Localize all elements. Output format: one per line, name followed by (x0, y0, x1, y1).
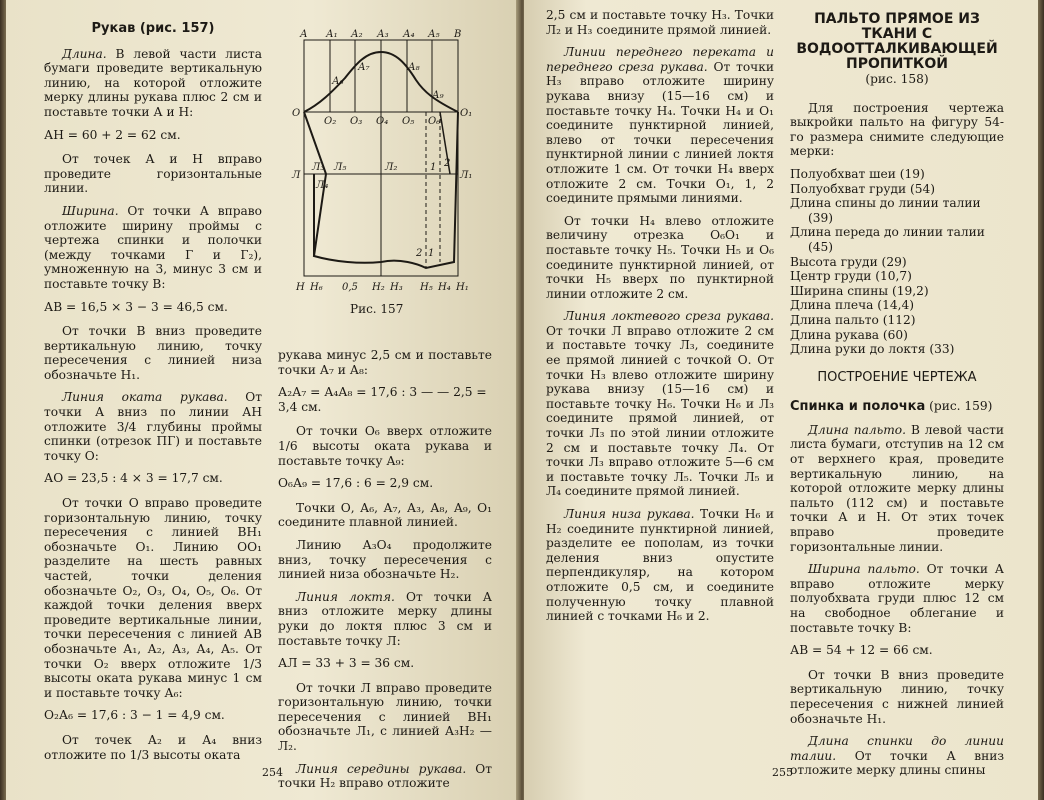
formula: АВ = 16,5 × 3 − 3 = 46,5 см. (44, 299, 228, 314)
measurements-list (790, 167, 1004, 357)
measurement-item: Длина пальто (112) (790, 312, 916, 327)
measurement-item: Центр груди (10,7) (790, 269, 912, 284)
paragraph: От точек А₂ и А₄ вниз отложите по 1/3 высоты оката (44, 732, 262, 762)
fig-label: Н (296, 282, 305, 293)
paragraph: Линия середины рукава. От точки Н₂ вправо отложите (278, 761, 493, 791)
fig-label: 1 (428, 248, 435, 259)
sleeve-pattern-figure (290, 26, 476, 296)
paragraph: От точки Л вправо проведите горизонтальную линию, точки пересечения с линией ВН₁ обозначьте Л₁, с линией А₃Н₂ — Л₂. (278, 680, 492, 754)
fig-label: В (454, 29, 462, 40)
paragraph: Ширина. От точки А вправо отложите ширину проймы с чертежа спинки и полочки (между точками Г и Г₂), умноженную на 3, минус 3 см и поставьте точку В: (44, 203, 263, 291)
measurement-item: Полуобхват шеи (19) (790, 166, 925, 181)
paragraph: Линию А₃О₄ продолжите вниз, точку пересечения с линией низа обозначьте Н₂. (278, 537, 492, 582)
paragraph: От точек А и Н вправо проведите горизонтальные линии. (44, 152, 262, 196)
formula: АЛ = 33 + 3 = 36 см. (278, 656, 415, 671)
section-heading-sleeve: Рукав (рис. 157) (91, 21, 215, 36)
fig-label: О₃ (350, 116, 363, 127)
fig-label: О₁ (460, 108, 473, 119)
paragraph: Ширина пальто. От точки А вправо отложите мерку полуобхвата груди плюс 12 см на свободное облегание и поставьте точку В: (790, 562, 1005, 635)
fig-label: Л₅ (334, 162, 347, 173)
formula: АН = 60 + 2 = 62 см. (44, 127, 181, 142)
paragraph: От точки В вниз проведите вертикальную линию, точку пересечения с линией низа обозначьте Н₁. (44, 324, 262, 382)
figure-caption: Рис. 157 (350, 302, 404, 316)
fig-label: А₈ (408, 62, 420, 73)
fig-label: Л₂ (385, 162, 398, 173)
chapter-figure-ref: (рис. 158) (865, 72, 929, 86)
left-column-2 (278, 348, 492, 799)
fig-label: Л₄ (316, 180, 329, 191)
paragraph: Для построения чертежа выкройки пальто на фигуру 54-го размера снимите следующие мерки: (790, 100, 1004, 159)
subsection-heading: Спинка и полочка (рис. 159) (790, 399, 993, 415)
page-number: 255 (772, 766, 793, 779)
left-page (0, 0, 520, 800)
measurement-item: Высота груди (29) (790, 254, 907, 269)
paragraph: От точки Н₄ влево отложите величину отрезка О₆О₁ и поставьте точку Н₅. Точки Н₅ и О₆ соедините пунктирной линией, от точки Н₅ вверх по пунктирной линии отложите 2 см. (546, 213, 774, 301)
right-column-1 (546, 8, 774, 632)
chapter-title: ПАЛЬТО ПРЯМОЕ ИЗ ТКАНИ С ВОДООТТАЛКИВАЮЩЕЙ ПРОПИТКОЙ (796, 11, 998, 72)
fig-label: О (292, 108, 301, 119)
fig-label: О₄ (376, 116, 389, 127)
fig-label: Н₄ (438, 282, 451, 293)
right-page (524, 0, 1044, 800)
page-edge-shadow (1038, 0, 1044, 800)
left-column-1 (44, 22, 262, 770)
paragraph: Линия локтевого среза рукава. От точки Л вправо отложите 2 см и поставьте точку Л₃, соедините ее прямой линией с точкой О. От точки Н₃ влево отложите ширину рукава внизу (15—16 см) и поставьте точку Н₆. Точки Н₆ и Л₃ соедините прямой линией, от точки Л₃ по этой линии отложите 2 см и поставьте точку Л₄. От точки Л₃ вправо отложите 5—6 см и поставьте точку Л₅. Точки Л₅ и Л₄ соедините прямой линией. (546, 309, 774, 499)
formula: АО = 23,5 : 4 × 3 = 17,7 см. (44, 471, 223, 486)
fig-label: А₉ (432, 90, 444, 101)
fig-label: А₇ (358, 62, 370, 73)
formula: О₂А₆ = 17,6 : 3 − 1 = 4,9 см. (44, 708, 225, 723)
fig-label: Н₅ (420, 282, 433, 293)
paragraph: От точки О₆ вверх отложите 1/6 высоты оката рукава и поставьте точку А₉: (278, 424, 492, 468)
paragraph: 2,5 см и поставьте точку Н₃. Точки Л₂ и Н₃ соедините прямой линией. (546, 8, 774, 37)
formula: А₂А₇ = А₄А₈ = 17,6 : 3 — — 2,5 = 3,4 см. (278, 385, 487, 414)
paragraph: Линии переднего переката и переднего среза рукава. От точки Н₃ вправо отложите ширину рукава внизу (15—16 см) и поставьте точку Н₄. Точки Н₄ и О₁ соедините пунктирной линией, влево от точки пересечения пунктирной линии с линией локтя отложите 1 см. От точки Н₄ вверх отложите 2 см. Точки О₁, 1, 2 соедините прямыми линиями. (546, 45, 774, 206)
fig-label: Н₃ (390, 282, 403, 293)
paragraph: Длина пальто. В левой части листа бумаги, отступив на 12 см от верхнего края, проведите вертикальную линию, на которой отложите мерку длины пальто (112 см) и поставьте точки А и Н. От этих точек вправо проведите горизонтальные линии. (790, 422, 1005, 554)
paragraph: Длина. В левой части листа бумаги проведите вертикальную линию, на которой отложите мерку длины рукава плюс 2 см и поставьте точки А и Н: (44, 46, 262, 119)
fig-label: Л₃ (312, 162, 325, 173)
paragraph: Линия локтя. От точки А вниз отложите мерку длины руки до локтя плюс 3 см и поставьте точку Л: (278, 589, 492, 648)
fig-label: А₆ (332, 76, 344, 87)
paragraph: Длина спинки до линии талии. От точки А вниз отложите мерку длины спины (790, 734, 1004, 778)
fig-label: Л (292, 170, 301, 181)
formula: АВ = 54 + 12 = 66 см. (790, 643, 933, 658)
paragraph: рукава минус 2,5 см и поставьте точки А₇ и А₈: (278, 348, 492, 377)
paragraph: Точки О, А₆, А₇, А₃, А₈, А₉, О₁ соедините плавной линией. (278, 500, 492, 530)
measurement-item: Длина рукава (60) (790, 327, 908, 342)
fig-label: А₄ (403, 29, 415, 40)
fig-label: Н₁ (456, 282, 469, 293)
section-heading-drafting: ПОСТРОЕНИЕ ЧЕРТЕЖА (817, 369, 977, 385)
fig-label: А₁ (326, 29, 338, 40)
fig-label: 0,5 (342, 282, 358, 293)
measurement-item: Ширина спины (19,2) (790, 283, 929, 298)
measurement-item: Длина плеча (14,4) (790, 298, 914, 313)
fig-label: А₅ (428, 29, 440, 40)
fig-label: Н₆ (310, 282, 323, 293)
paragraph: Линия оката рукава. От точки А вниз по линии АН отложите 3/4 глубины проймы спинки (отрезок ПГ) и поставьте точку О: (44, 390, 262, 463)
page-number: 254 (262, 766, 283, 779)
paragraph: Линия низа рукава. Точки Н₆ и Н₂ соедините пунктирной линией, разделите ее пополам, из точки деления вниз опустите перпендикуляр, на котором отложите 0,5 см, и соедините полученную точку плавной линией с точками Н₆ и 2. (546, 507, 775, 624)
fig-label: А₂ (351, 29, 363, 40)
paragraph: От точки О вправо проведите горизонтальную линию, точку пересечения с линией ВН₁ обозначьте О₁. Линию ОО₁ разделите на шесть равных частей, точки деления обозначьте О₂, О₃, О₄, О₅, О₆. От каждой точки деления вверх проведите вертикальные линии, точки пересечения с линией АВ обозначьте А₁, А₂, А₃, А₄, А₅. От точки О₂ вверх отложите 1/3 высоты оката рукава минус 1 см и поставьте точку А₆: (44, 496, 262, 700)
measurement-item: Длина переда до линии талии (45) (790, 225, 985, 254)
paragraph: От точки В вниз проведите вертикальную линию, точку пересечения с нижней линией обозначьте Н₁. (790, 667, 1004, 726)
fig-label: А₃ (377, 29, 389, 40)
fig-label: 2 (444, 158, 451, 169)
fig-label: Л₁ (460, 170, 473, 181)
fig-label: О₂ (324, 116, 337, 127)
measurement-item: Длина руки до локтя (33) (790, 342, 955, 357)
fig-label: О₆ (428, 116, 441, 127)
fig-label: О₅ (402, 116, 415, 127)
measurement-item: Полуобхват груди (54) (790, 181, 936, 196)
fig-label: 1 (430, 162, 437, 173)
fig-label: А (300, 29, 308, 40)
formula: О₆А₉ = 17,6 : 6 = 2,9 см. (278, 476, 434, 491)
fig-label: 2 (416, 248, 423, 259)
measurement-item: Длина спины до линии талии (39) (790, 196, 981, 225)
fig-label: Н₂ (372, 282, 385, 293)
right-column-2 (790, 12, 1004, 786)
page-edge-shadow (0, 0, 6, 800)
